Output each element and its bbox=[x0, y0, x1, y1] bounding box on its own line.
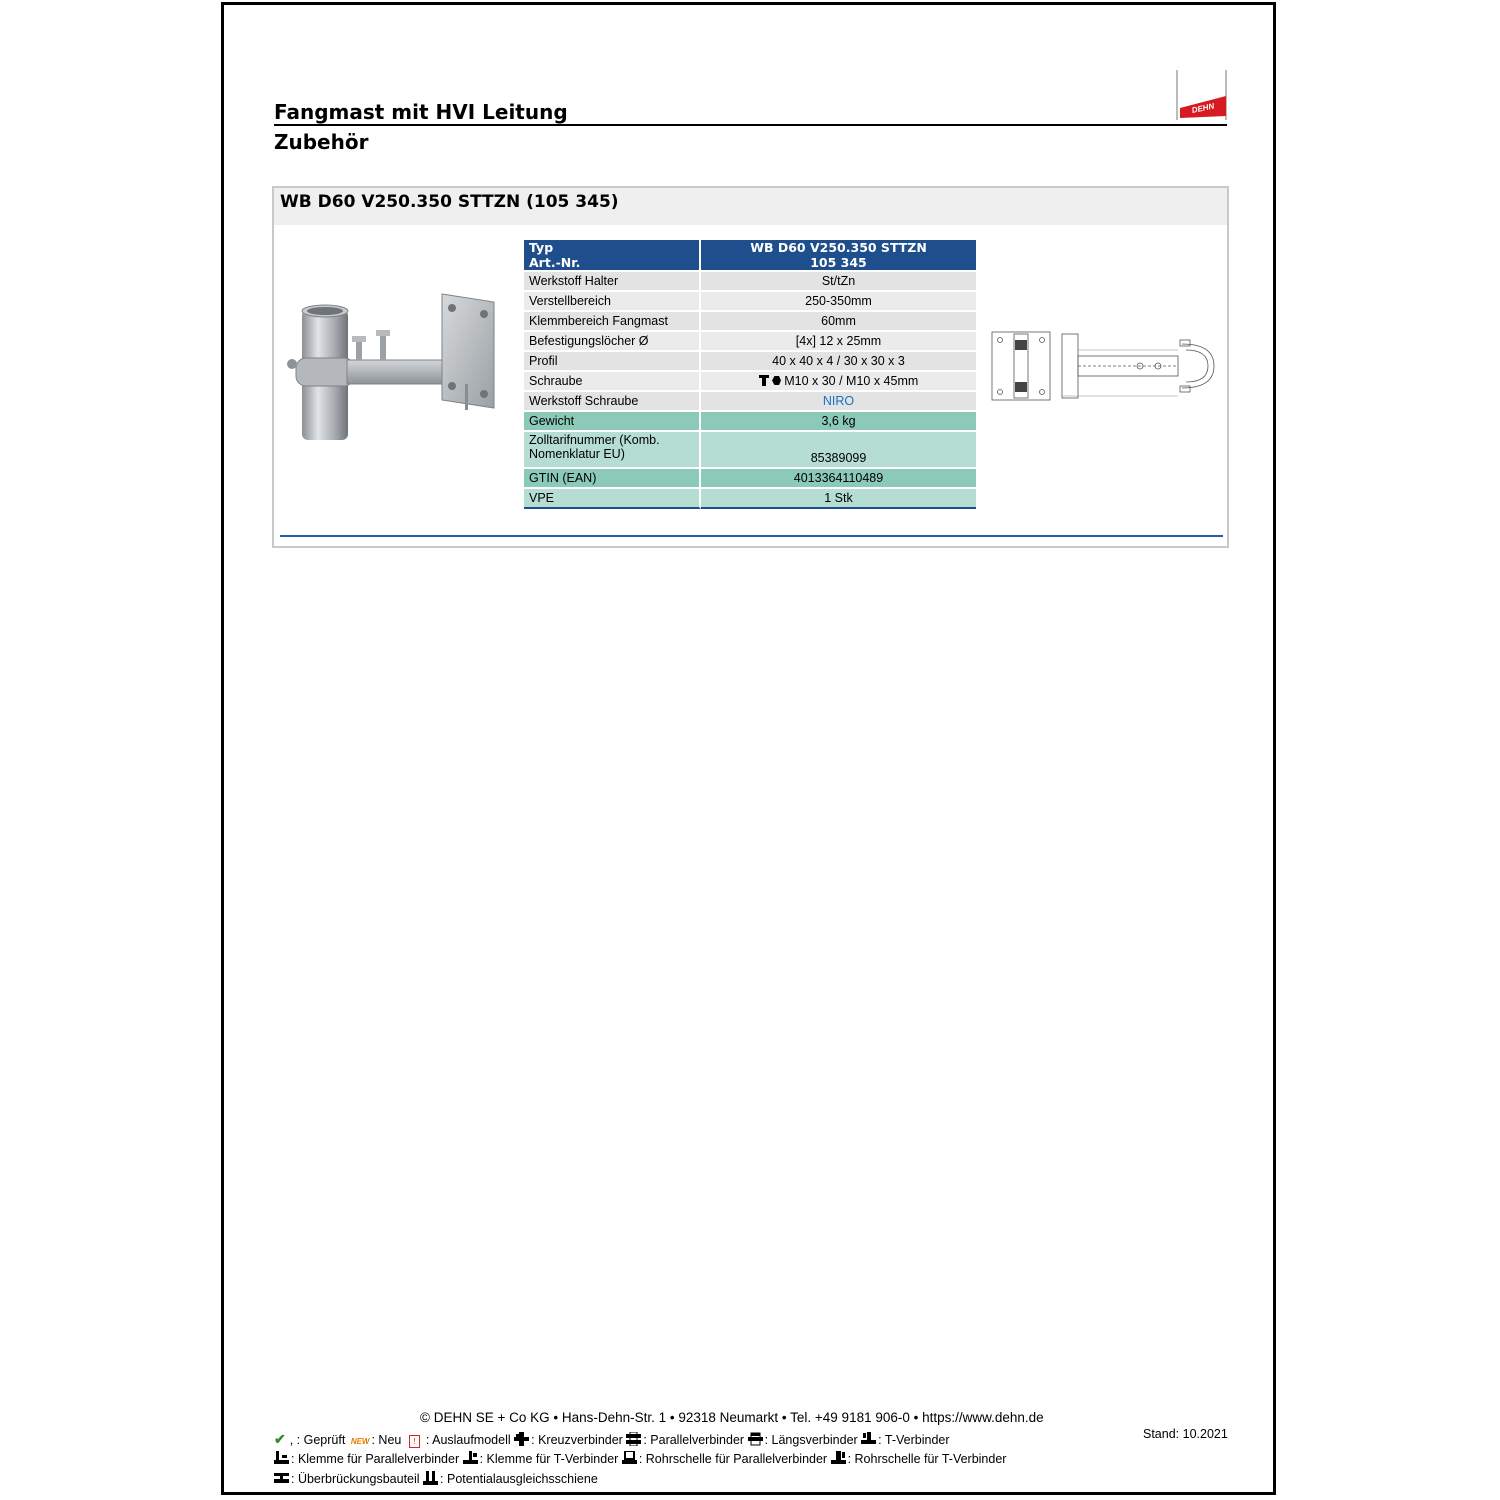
row-value: 3,6 kg bbox=[701, 412, 976, 432]
table-row bbox=[524, 469, 976, 489]
footer-stand: Stand: 10.2021 bbox=[1143, 1427, 1228, 1441]
screw-head-icon bbox=[759, 375, 781, 386]
legend-equipotential: : Potentialausgleichsschiene bbox=[440, 1472, 598, 1486]
parallel-connector-icon bbox=[626, 1432, 641, 1446]
legend-longitudinal: : Längsverbinder bbox=[764, 1433, 858, 1447]
row-label: Werkstoff Halter bbox=[524, 272, 701, 292]
discontinued-icon: ! bbox=[409, 1435, 420, 1448]
legend-t-connector: : T-Verbinder bbox=[878, 1433, 950, 1447]
dehn-logo bbox=[1176, 70, 1228, 120]
product-panel-header bbox=[274, 188, 1227, 225]
row-value: NIRO bbox=[701, 392, 976, 412]
table-header-row bbox=[524, 255, 976, 272]
table-row bbox=[524, 272, 976, 292]
legend-pipe-t: : Rohrschelle für T-Verbinder bbox=[847, 1452, 1007, 1466]
page-subtitle: Zubehör bbox=[274, 130, 369, 154]
row-value: 1 Stk bbox=[701, 489, 976, 509]
table-row bbox=[524, 372, 976, 392]
dehn-logo-text: DEHN bbox=[1190, 101, 1216, 116]
cross-connector-icon bbox=[514, 1432, 529, 1446]
row-label: Profil bbox=[524, 352, 701, 372]
row-label: Klemmbereich Fangmast bbox=[524, 312, 701, 332]
row-value: 4013364110489 bbox=[701, 469, 976, 489]
row-value: 250-350mm bbox=[701, 292, 976, 312]
technical-drawing bbox=[990, 330, 1218, 402]
row-value-screw bbox=[701, 372, 976, 392]
legend-discontinued: : Auslaufmodell bbox=[425, 1433, 511, 1447]
table-row bbox=[524, 432, 976, 469]
row-label: Gewicht bbox=[524, 412, 701, 432]
page-title: Fangmast mit HVI Leitung bbox=[274, 100, 568, 124]
row-label: VPE bbox=[524, 489, 701, 509]
bridging-component-icon bbox=[274, 1471, 289, 1485]
row-value: St/tZn bbox=[701, 272, 976, 292]
screw-value: M10 x 30 / M10 x 45mm bbox=[784, 374, 919, 388]
table-row bbox=[524, 412, 976, 432]
row-value: 85389099 bbox=[701, 432, 976, 469]
legend-bridging: : Überbrückungsbauteil bbox=[291, 1472, 420, 1486]
table-header-row bbox=[524, 240, 976, 255]
legend-parallel: : Parallelverbinder bbox=[643, 1433, 745, 1447]
row-label: Zolltarifnummer (Komb. Nomenklatur EU) bbox=[524, 432, 701, 469]
row-value: 40 x 40 x 4 / 30 x 30 x 3 bbox=[701, 352, 976, 372]
footer-address: © DEHN SE + Co KG • Hans-Dehn-Str. 1 • 92318 Neumarkt • Tel. +49 9181 906-0 • https://www.dehn.de bbox=[420, 1410, 1044, 1425]
legend-cross: : Kreuzverbinder bbox=[531, 1433, 623, 1447]
header-label-typ: Typ bbox=[524, 240, 701, 255]
new-badge-icon: NEW bbox=[350, 1437, 370, 1446]
equipotential-bar-icon bbox=[423, 1471, 438, 1485]
clamp-parallel-icon bbox=[274, 1451, 289, 1465]
legend-checked: , : Geprüft bbox=[289, 1433, 346, 1447]
check-icon: ✔ bbox=[274, 1431, 286, 1447]
t-connector-icon bbox=[861, 1432, 876, 1446]
legend-line-2 bbox=[274, 1451, 1006, 1466]
longitudinal-connector-icon bbox=[748, 1432, 763, 1446]
header-value-artnr: 105 345 bbox=[701, 255, 976, 272]
legend-line-3 bbox=[274, 1471, 598, 1486]
table-row bbox=[524, 352, 976, 372]
header-value-typ: WB D60 V250.350 STTZN bbox=[701, 240, 976, 255]
title-divider bbox=[274, 124, 1227, 126]
pipe-clamp-parallel-icon bbox=[622, 1451, 637, 1465]
row-label: GTIN (EAN) bbox=[524, 469, 701, 489]
legend-clamp-parallel: : Klemme für Parallelverbinder bbox=[291, 1452, 460, 1466]
table-row bbox=[524, 392, 976, 412]
pipe-clamp-t-icon bbox=[831, 1451, 846, 1465]
product-photo bbox=[282, 290, 504, 445]
table-row bbox=[524, 332, 976, 352]
row-label: Schraube bbox=[524, 372, 701, 392]
legend-new: : Neu bbox=[371, 1433, 402, 1447]
legend-clamp-t: : Klemme für T-Verbinder bbox=[479, 1452, 619, 1466]
clamp-t-icon bbox=[463, 1451, 478, 1465]
legend-line-1 bbox=[274, 1431, 950, 1448]
row-value: 60mm bbox=[701, 312, 976, 332]
row-label: Befestigungslöcher Ø bbox=[524, 332, 701, 352]
legend-pipe-parallel: : Rohrschelle für Parallelverbinder bbox=[638, 1452, 828, 1466]
header-label-artnr: Art.-Nr. bbox=[524, 255, 701, 272]
product-heading: WB D60 V250.350 STTZN (105 345) bbox=[280, 192, 619, 212]
table-row bbox=[524, 292, 976, 312]
panel-bottom-rule bbox=[280, 535, 1223, 537]
table-row bbox=[524, 312, 976, 332]
row-label: Werkstoff Schraube bbox=[524, 392, 701, 412]
row-value: [4x] 12 x 25mm bbox=[701, 332, 976, 352]
table-row bbox=[524, 489, 976, 509]
row-label: Verstellbereich bbox=[524, 292, 701, 312]
spec-table bbox=[524, 240, 976, 509]
